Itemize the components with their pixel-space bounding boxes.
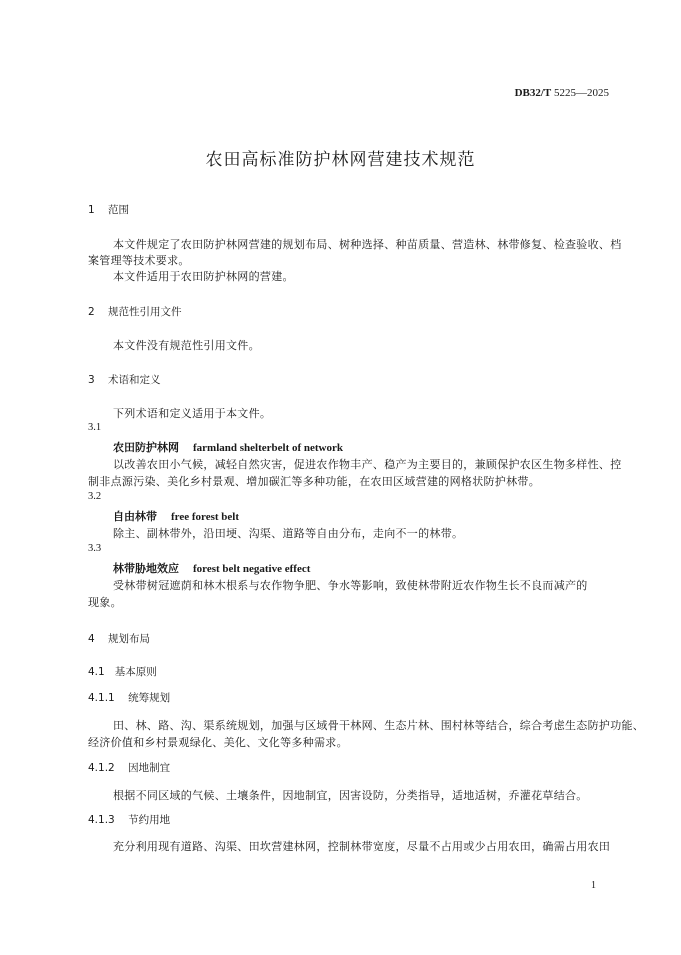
subsection-4-1-heading (88, 664, 157, 679)
term-chinese: 农田防护林网 (113, 441, 179, 454)
section-number: 4 (88, 633, 95, 645)
section-4-heading (88, 631, 150, 646)
paragraph-line: 除主、副林带外，沿田埂、沟渠、道路等自由分布，走向不一的林带。 (113, 527, 464, 540)
section-1-heading (88, 202, 129, 217)
standard-code (515, 87, 609, 99)
term-number: 3.3 (88, 543, 102, 554)
term-heading (113, 560, 310, 576)
paragraph-line: 本文件适用于农田防护林网的营建。 (113, 270, 294, 283)
paragraph-line: 田、林、路、沟、渠系统规划，加强与区域骨干林网、生态片林、围村林等结合，综合考虑生态防护功能、 (113, 719, 645, 732)
term-english: forest belt negative effect (193, 563, 311, 575)
subsection-4-1-2-heading (88, 760, 170, 775)
term-english: free forest belt (171, 511, 240, 523)
standard-number: 5225—2025 (554, 87, 609, 99)
section-number: 4.1 (88, 666, 105, 678)
paragraph-line: 充分利用现有道路、沟渠、田坎营建林网，控制林带宽度，尽量不占用或少占用农田，确需占用农田 (113, 840, 611, 853)
section-title: 因地制宜 (128, 762, 171, 774)
term-chinese: 林带胁地效应 (113, 562, 179, 575)
term-number: 3.1 (88, 422, 102, 433)
paragraph-line: 现象。 (88, 596, 122, 609)
paragraph-line: 下列术语和定义适用于本文件。 (113, 407, 272, 420)
section-title: 范围 (108, 204, 130, 216)
page-number: 1 (591, 880, 596, 891)
section-title: 术语和定义 (108, 374, 161, 386)
paragraph-line: 本文件没有规范性引用文件。 (113, 339, 260, 352)
section-title: 规范性引用文件 (108, 306, 182, 318)
standard-prefix: DB32/T (514, 87, 552, 99)
paragraph-line: 受林带树冠遮荫和林木根系与农作物争肥、争水等影响，致使林带附近农作物生长不良而减产的 (113, 579, 588, 592)
section-3-heading (88, 372, 161, 387)
subsection-4-1-1-heading (88, 690, 170, 705)
section-number: 2 (88, 306, 95, 318)
paragraph-line: 以改善农田小气候，减轻自然灾害，促进农作物丰产、稳产为主要目的，兼顾保护农区生物多样性、控 (113, 458, 622, 471)
section-title: 节约用地 (128, 814, 171, 826)
section-2-heading (88, 304, 182, 319)
term-english: farmland shelterbelt of network (193, 442, 344, 454)
term-chinese: 自由林带 (113, 510, 157, 523)
paragraph-line: 案管理等技术要求。 (88, 254, 190, 267)
section-number: 4.1.2 (88, 762, 115, 774)
section-number: 4.1.1 (88, 692, 115, 704)
term-heading (113, 508, 239, 524)
section-number: 3 (88, 374, 95, 386)
document-title: 农田高标准防护林网营建技术规范 (205, 150, 476, 170)
paragraph-line: 制非点源污染、美化乡村景观、增加碳汇等多种功能，在农田区域营建的网格状防护林带。 (88, 475, 540, 488)
term-number: 3.2 (88, 491, 102, 502)
section-number: 1 (88, 204, 95, 216)
section-number: 4.1.3 (88, 814, 115, 826)
term-heading (113, 439, 343, 455)
section-title: 基本原则 (114, 666, 157, 678)
section-title: 统筹规划 (128, 692, 171, 704)
paragraph-line: 经济价值和乡村景观绿化、美化、文化等多种需求。 (88, 736, 348, 749)
paragraph-line: 根据不同区域的气候、土壤条件，因地制宜，因害设防，分类指导，适地适树，乔灌花草结合。 (113, 789, 588, 802)
subsection-4-1-3-heading (88, 812, 170, 827)
paragraph-line: 本文件规定了农田防护林网营建的规划布局、树种选择、种苗质量、营造林、林带修复、检查验收、档 (113, 238, 622, 251)
section-title: 规划布局 (108, 633, 151, 645)
